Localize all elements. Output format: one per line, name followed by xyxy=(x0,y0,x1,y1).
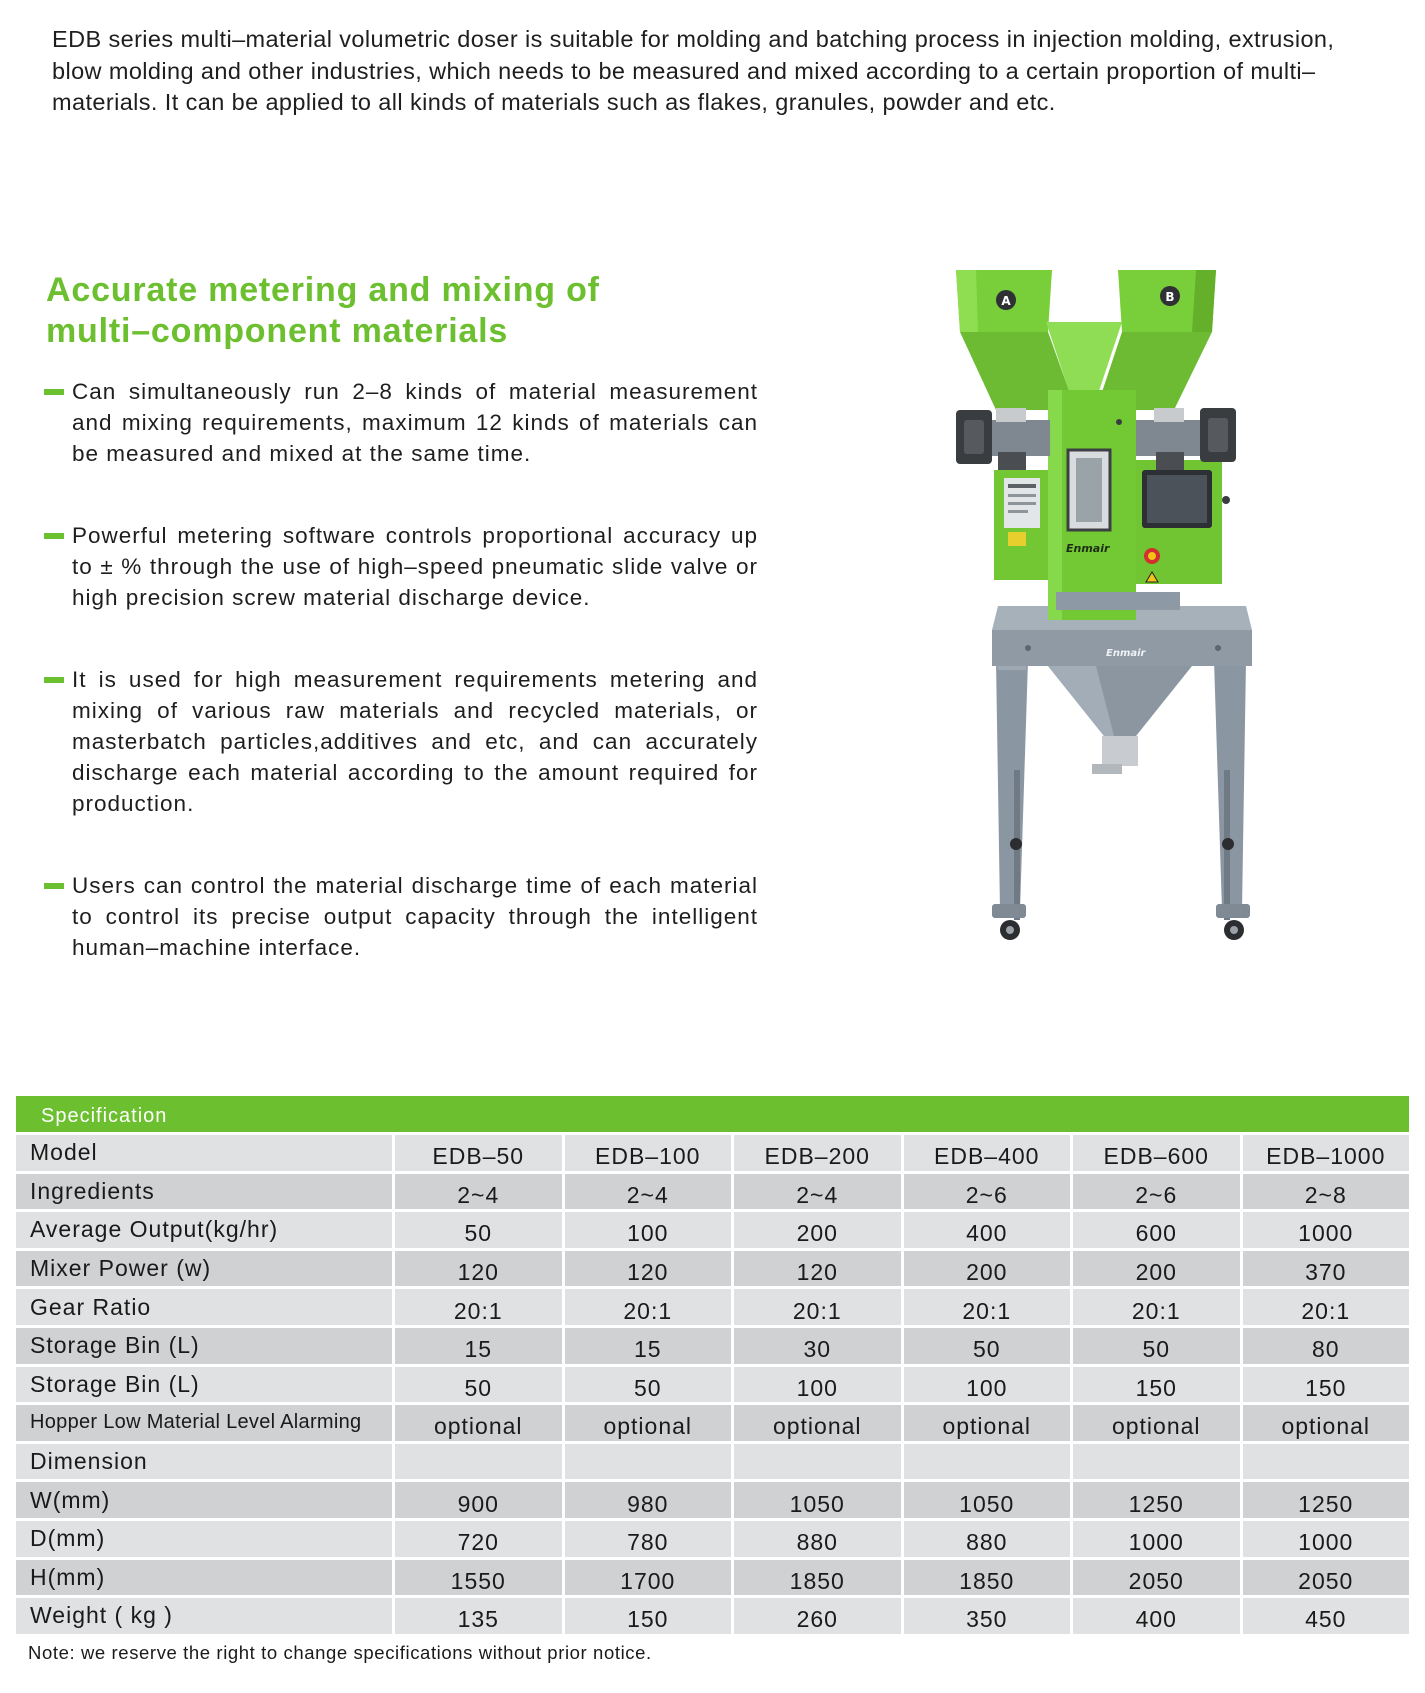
table-cell: 135 xyxy=(392,1595,562,1634)
table-cell: 200 xyxy=(1070,1248,1240,1287)
table-cell: 400 xyxy=(901,1209,1071,1248)
table-cell: EDB–600 xyxy=(1070,1132,1240,1171)
table-cell: 100 xyxy=(562,1209,732,1248)
green-dash-bullet xyxy=(44,533,64,539)
machine-frame xyxy=(992,606,1252,940)
hopper-a-label: A xyxy=(1001,294,1011,308)
table-cell: 2~8 xyxy=(1240,1171,1410,1210)
table-cell: 2~6 xyxy=(1070,1171,1240,1210)
table-cell: 1000 xyxy=(1070,1518,1240,1557)
row-label: Hopper Low Material Level Alarming xyxy=(16,1402,392,1441)
table-cell: 1000 xyxy=(1240,1209,1410,1248)
table-row xyxy=(16,1479,1409,1518)
table-row xyxy=(16,1364,1409,1403)
table-cell: 900 xyxy=(392,1479,562,1518)
table-cell xyxy=(1070,1441,1240,1480)
feature-item xyxy=(44,870,758,963)
table-cell: 15 xyxy=(562,1325,732,1364)
table-cell: 1250 xyxy=(1240,1479,1410,1518)
table-cell: 2~6 xyxy=(901,1171,1071,1210)
table-cell: 2~4 xyxy=(562,1171,732,1210)
table-row xyxy=(16,1171,1409,1210)
row-label: W(mm) xyxy=(16,1479,392,1518)
table-cell: 1050 xyxy=(901,1479,1071,1518)
table-cell: 50 xyxy=(392,1209,562,1248)
table-cell: 30 xyxy=(731,1325,901,1364)
table-cell: 450 xyxy=(1240,1595,1410,1634)
table-cell xyxy=(901,1441,1071,1480)
table-cell: 780 xyxy=(562,1518,732,1557)
table-cell: 150 xyxy=(562,1595,732,1634)
table-cell: optional xyxy=(562,1402,732,1441)
row-label: D(mm) xyxy=(16,1518,392,1557)
table-cell: 50 xyxy=(1070,1325,1240,1364)
table-cell: EDB–100 xyxy=(562,1132,732,1171)
table-cell xyxy=(562,1441,732,1480)
table-row xyxy=(16,1209,1409,1248)
table-cell: 50 xyxy=(562,1364,732,1403)
feature-list xyxy=(44,376,758,963)
intro-paragraph: EDB series multi–material volumetric doser is suitable for molding and batching process in injection molding, extrusion, blow molding and other industries, which needs to be measured and mixed according to a certain proportion of multi–materials. It can be applied to all kinds of materials such as flakes, granules, powder and etc. xyxy=(52,26,1335,115)
table-cell: 150 xyxy=(1070,1364,1240,1403)
row-label: Gear Ratio xyxy=(16,1286,392,1325)
table-cell: 2050 xyxy=(1240,1557,1410,1596)
table-cell: 880 xyxy=(731,1518,901,1557)
table-cell: 2~4 xyxy=(392,1171,562,1210)
feature-item xyxy=(44,664,758,819)
table-cell: 1000 xyxy=(1240,1518,1410,1557)
table-cell: 1850 xyxy=(731,1557,901,1596)
brand-label-base: Enmair xyxy=(1106,648,1146,659)
table-cell: 120 xyxy=(392,1248,562,1287)
row-label: Ingredients xyxy=(16,1171,392,1210)
table-cell: 350 xyxy=(901,1595,1071,1634)
table-row xyxy=(16,1132,1409,1171)
specification-table xyxy=(16,1096,1409,1634)
machine-body xyxy=(956,270,1236,620)
row-label: Dimension xyxy=(16,1441,392,1480)
feature-text: It is used for high measurement requirements metering and mixing of various raw materials and recycled materials, or masterbatch particles,additives and etc, and can accurately discharge each material according to the amount required for production. xyxy=(72,667,758,816)
table-cell: 20:1 xyxy=(1240,1286,1410,1325)
row-label: Weight ( kg ) xyxy=(16,1595,392,1634)
table-cell: 370 xyxy=(1240,1248,1410,1287)
table-row xyxy=(16,1325,1409,1364)
table-cell: 50 xyxy=(901,1325,1071,1364)
table-cell: 600 xyxy=(1070,1209,1240,1248)
table-cell: 2~4 xyxy=(731,1171,901,1210)
table-cell: 120 xyxy=(731,1248,901,1287)
table-cell: 200 xyxy=(901,1248,1071,1287)
table-cell: 20:1 xyxy=(392,1286,562,1325)
table-cell xyxy=(392,1441,562,1480)
green-dash-bullet xyxy=(44,883,64,889)
table-cell: 260 xyxy=(731,1595,901,1634)
table-cell: EDB–1000 xyxy=(1240,1132,1410,1171)
table-row xyxy=(16,1402,1409,1441)
specification-header: Specification xyxy=(16,1096,1409,1132)
row-label: Storage Bin (L) xyxy=(16,1364,392,1403)
row-label: Model xyxy=(16,1132,392,1171)
table-cell: EDB–50 xyxy=(392,1132,562,1171)
table-cell: 15 xyxy=(392,1325,562,1364)
table-cell: 1250 xyxy=(1070,1479,1240,1518)
table-cell: optional xyxy=(1240,1402,1410,1441)
table-row xyxy=(16,1518,1409,1557)
table-cell: EDB–400 xyxy=(901,1132,1071,1171)
table-cell: 1050 xyxy=(731,1479,901,1518)
green-dash-bullet xyxy=(44,389,64,395)
table-cell: optional xyxy=(1070,1402,1240,1441)
table-cell: 1700 xyxy=(562,1557,732,1596)
row-label: H(mm) xyxy=(16,1557,392,1596)
table-cell: 2050 xyxy=(1070,1557,1240,1596)
doser-machine-image xyxy=(956,270,1286,970)
table-cell xyxy=(731,1441,901,1480)
section-title: Accurate metering and mixing of multi–component materials xyxy=(46,271,600,350)
table-cell: 980 xyxy=(562,1479,732,1518)
brand-label: Enmair xyxy=(1066,542,1110,555)
table-cell: 20:1 xyxy=(1070,1286,1240,1325)
table-cell: 1550 xyxy=(392,1557,562,1596)
feature-text: Can simultaneously run 2–8 kinds of material measurement and mixing requirements, maximum 12 kinds of materials can be measured and mixed at the same time. xyxy=(72,379,758,466)
table-cell: 20:1 xyxy=(901,1286,1071,1325)
feature-text: Users can control the material discharge time of each material to control its precise output capacity through the intelligent human–machine interface. xyxy=(72,873,758,960)
hopper-b-label: B xyxy=(1165,290,1175,304)
table-cell: 120 xyxy=(562,1248,732,1287)
table-row xyxy=(16,1595,1409,1634)
table-cell: optional xyxy=(901,1402,1071,1441)
table-row xyxy=(16,1557,1409,1596)
green-dash-bullet xyxy=(44,677,64,683)
footnote: Note: we reserve the right to change specifications without prior notice. xyxy=(28,1642,652,1663)
table-row xyxy=(16,1248,1409,1287)
table-cell: optional xyxy=(731,1402,901,1441)
table-cell: 20:1 xyxy=(731,1286,901,1325)
table-cell: 50 xyxy=(392,1364,562,1403)
row-label: Storage Bin (L) xyxy=(16,1325,392,1364)
row-label: Average Output(kg/hr) xyxy=(16,1209,392,1248)
table-cell: 100 xyxy=(731,1364,901,1403)
feature-item xyxy=(44,376,758,469)
table-cell: 720 xyxy=(392,1518,562,1557)
row-label: Mixer Power (w) xyxy=(16,1248,392,1287)
spec-table xyxy=(16,1132,1409,1634)
table-cell: 1850 xyxy=(901,1557,1071,1596)
table-cell: 880 xyxy=(901,1518,1071,1557)
table-cell: 20:1 xyxy=(562,1286,732,1325)
table-cell: 150 xyxy=(1240,1364,1410,1403)
table-cell: 100 xyxy=(901,1364,1071,1403)
table-cell: 200 xyxy=(731,1209,901,1248)
table-cell: 80 xyxy=(1240,1325,1410,1364)
table-cell: EDB–200 xyxy=(731,1132,901,1171)
table-cell xyxy=(1240,1441,1410,1480)
table-row xyxy=(16,1441,1409,1480)
table-cell: optional xyxy=(392,1402,562,1441)
feature-text: Powerful metering software controls proportional accuracy up to ± % through the use of high–speed pneumatic slide valve or high precision screw material discharge device. xyxy=(72,523,758,610)
table-cell: 400 xyxy=(1070,1595,1240,1634)
table-row xyxy=(16,1286,1409,1325)
feature-item xyxy=(44,520,758,613)
